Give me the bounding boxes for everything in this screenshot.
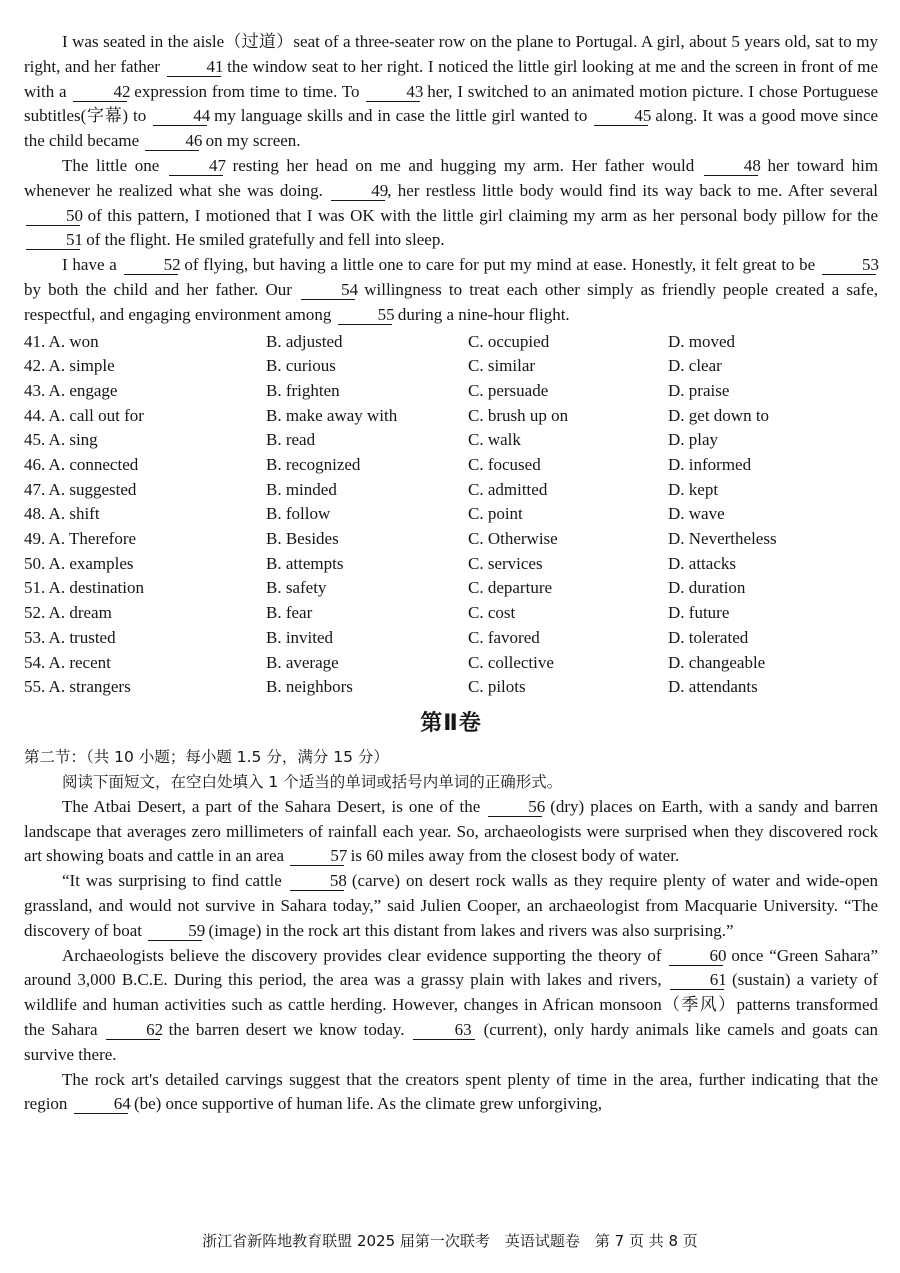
passage-text: during a nine-hour flight. xyxy=(397,304,570,324)
option-d[interactable]: D. get down to xyxy=(668,405,770,425)
option-c[interactable]: C. admitted xyxy=(468,479,548,499)
passage-text: of flying, but having a little one to care for put my mind at ease. Honestly, it felt great to be xyxy=(184,255,816,275)
option-row xyxy=(24,626,878,651)
page-footer: 浙江省新阵地教育联盟 2025 届第一次联考 英语试题卷 第 7 页 共 8 页 xyxy=(202,1232,698,1250)
option-row xyxy=(24,379,878,404)
option-row xyxy=(24,453,878,478)
blank-58[interactable]: 58 xyxy=(290,871,344,891)
option-d[interactable]: D. play xyxy=(668,430,719,450)
passage-text: is 60 miles away from the closest body of water. xyxy=(350,846,680,866)
option-b[interactable]: B. safety xyxy=(266,578,327,598)
passage-text: I was seated in the aisle（过道）seat of a three-seater row on the plane to Portugal. A girl, about 5 years old, sat to my right, and her father xyxy=(24,32,878,76)
blank-53[interactable]: 53 xyxy=(822,255,876,275)
passage-text: on my screen. xyxy=(205,131,301,151)
option-a[interactable]: 48. A. shift xyxy=(24,504,100,524)
passage1-paragraph3 xyxy=(24,253,878,327)
passage-text: (dry) places on Earth, with a sandy and barren landscape that averages zero millimeters of rainfall each year. So, archaeologists were surprised when they discovered rock art showing boats and cattle in an area xyxy=(24,796,879,866)
section2-instruction: 阅读下面短文，在空白处填入 1 个适当的单词或括号内单词的正确形式。 xyxy=(62,772,563,791)
passage2-paragraph2 xyxy=(24,869,878,943)
option-a[interactable]: 44. A. call out for xyxy=(24,405,144,425)
option-a[interactable]: 53. A. trusted xyxy=(24,627,116,647)
option-d[interactable]: D. attendants xyxy=(668,677,758,697)
blank-42[interactable]: 42 xyxy=(73,82,127,102)
blank-48[interactable]: 48 xyxy=(704,156,758,176)
passage1-paragraph2 xyxy=(24,154,878,253)
passage-text: by both the child and her father. Our xyxy=(24,279,292,299)
option-b[interactable]: B. make away with xyxy=(266,405,398,425)
option-c[interactable]: C. departure xyxy=(468,578,553,598)
option-row xyxy=(24,576,878,601)
option-d[interactable]: D. duration xyxy=(668,578,746,598)
blank-59[interactable]: 59 xyxy=(148,921,202,941)
blank-64[interactable]: 64 xyxy=(74,1094,128,1114)
blank-60[interactable]: 60 xyxy=(669,946,723,966)
option-c[interactable]: C. focused xyxy=(468,455,541,474)
passage-text: of this pattern, I motioned that I was OK with the little girl claiming my arm as her personal body pillow for the xyxy=(87,205,878,225)
option-c[interactable]: C. collective xyxy=(468,652,554,672)
option-c[interactable]: C. walk xyxy=(468,430,521,450)
passage-text: The rock art's detailed carvings suggest that the creators spent plenty of time in the area, further indicating that the region xyxy=(24,1069,878,1114)
passage2-paragraph3 xyxy=(24,944,878,1068)
passage-text: (sustain) a variety of wildlife and human activities such as cattle herding. However, changes in African monsoon（季风）patterns transformed the Sahara xyxy=(24,970,878,1040)
option-c[interactable]: C. Otherwise xyxy=(468,529,558,549)
passage2-paragraph1 xyxy=(24,795,878,869)
option-a[interactable]: 47. A. suggested xyxy=(24,479,137,499)
blank-44[interactable]: 44 xyxy=(153,106,207,126)
option-c[interactable]: C. cost xyxy=(468,603,516,623)
option-b[interactable]: B. invited xyxy=(266,627,334,647)
option-d[interactable]: D. moved xyxy=(668,331,736,351)
option-c[interactable]: C. favored xyxy=(468,627,540,647)
option-c[interactable]: C. services xyxy=(468,553,543,573)
option-a[interactable]: 55. A. strangers xyxy=(24,677,131,697)
passage-text: the window seat to her right. I noticed the little girl looking at me and the screen in front of me with a xyxy=(24,56,879,101)
blank-51[interactable]: 51 xyxy=(26,230,80,250)
option-d[interactable]: D. informed xyxy=(668,455,752,474)
option-a[interactable]: 42. A. simple xyxy=(24,356,115,376)
option-d[interactable]: D. changeable xyxy=(668,652,766,672)
passage-text: (image) in the rock art this distant from lakes and rivers was also surprising.” xyxy=(208,920,734,940)
option-a[interactable]: 52. A. dream xyxy=(24,603,112,623)
option-a[interactable]: 41. A. won xyxy=(24,331,99,351)
option-a[interactable]: 45. A. sing xyxy=(24,430,98,450)
section-title: 第Ⅱ卷 xyxy=(420,710,482,736)
blank-62[interactable]: 62 xyxy=(106,1020,160,1040)
option-b[interactable]: B. adjusted xyxy=(266,331,343,351)
option-row xyxy=(24,527,878,552)
passage-text: , her restless little body would find its way back to me. After several xyxy=(387,180,878,200)
passage-text: of the flight. He smiled gratefully and fell into sleep. xyxy=(86,230,445,250)
passage-text: I have a xyxy=(62,255,117,275)
passage-text: expression from time to time. To xyxy=(134,81,360,101)
passage-text: my language skills and in case the little girl wanted to xyxy=(214,106,588,126)
option-b[interactable]: B. minded xyxy=(266,479,337,499)
blank-61[interactable]: 61 xyxy=(670,970,724,990)
option-row xyxy=(24,404,878,429)
option-b[interactable]: B. neighbors xyxy=(266,677,353,697)
blank-52[interactable]: 52 xyxy=(124,255,178,275)
blank-55[interactable]: 55 xyxy=(338,305,392,325)
option-c[interactable]: C. point xyxy=(468,504,523,524)
option-a[interactable]: 54. A. recent xyxy=(24,652,111,672)
option-a[interactable]: 50. A. examples xyxy=(24,553,134,573)
option-d[interactable]: D. future xyxy=(668,603,730,623)
option-b[interactable]: B. average xyxy=(266,652,339,672)
option-d[interactable]: D. kept xyxy=(668,479,719,499)
passage-text: the barren desert we know today. xyxy=(168,1020,405,1040)
option-d[interactable]: D. praise xyxy=(668,380,730,400)
option-row xyxy=(24,502,878,527)
passage-text: Archaeologists believe the discovery provides clear evidence supporting the theory of xyxy=(62,945,662,965)
option-row xyxy=(24,330,878,355)
option-row xyxy=(24,428,878,453)
blank-46[interactable]: 46 xyxy=(145,131,199,151)
option-d[interactable]: D. attacks xyxy=(668,553,736,573)
option-row xyxy=(24,675,878,700)
blank-41[interactable]: 41 xyxy=(167,57,221,77)
passage-text: resting her head on me and hugging my arm. Her father would xyxy=(232,155,695,175)
blank-54[interactable]: 54 xyxy=(301,280,355,300)
passage-text: willingness to treat each other simply as friendly people created a safe, respectful, and engaging environment among xyxy=(24,279,878,324)
option-a[interactable]: 51. A. destination xyxy=(24,578,144,598)
option-d[interactable]: D. Nevertheless xyxy=(668,529,777,549)
passage-text: “It was surprising to find cattle xyxy=(62,871,282,891)
option-d[interactable]: D. tolerated xyxy=(668,627,749,647)
option-c[interactable]: C. brush up on xyxy=(468,405,569,425)
blank-43[interactable]: 43 xyxy=(366,82,420,102)
blank-50[interactable]: 50 xyxy=(26,206,80,226)
passage-text: her toward him whenever he realized what she was doing. xyxy=(24,155,879,200)
passage-text: (be) once supportive of human life. As the climate grew unforgiving, xyxy=(133,1094,602,1114)
blank-49[interactable]: 49 xyxy=(331,181,385,201)
option-row xyxy=(24,478,878,503)
passage-text: along. It was a good move since the child became xyxy=(24,106,879,151)
option-c[interactable]: C. similar xyxy=(468,356,536,376)
passage-text: once “Green Sahara” around 3,000 B.C.E. During this period, the area was a grassy plain with lakes and rivers, xyxy=(24,945,879,990)
passage1-paragraph1 xyxy=(24,30,878,154)
passage-text: (current), only hardy animals like camels and goats can survive there. xyxy=(24,1020,879,1064)
option-row xyxy=(24,552,878,577)
passage2-paragraph4 xyxy=(24,1068,878,1118)
passage-text: The Atbai Desert, a part of the Sahara Desert, is one of the xyxy=(62,796,481,816)
blank-45[interactable]: 45 xyxy=(594,106,648,126)
option-b[interactable]: B. frighten xyxy=(266,380,340,400)
option-b[interactable]: B. attempts xyxy=(266,553,344,573)
passage-text: The little one xyxy=(62,155,160,175)
options-table xyxy=(24,330,878,700)
option-b[interactable]: B. read xyxy=(266,430,316,450)
option-row xyxy=(24,651,878,676)
blank-63[interactable]: 63 xyxy=(413,1020,475,1040)
blank-56[interactable]: 56 xyxy=(488,797,542,817)
option-a[interactable]: 46. A. connected xyxy=(24,455,139,474)
option-d[interactable]: D. wave xyxy=(668,504,725,524)
option-c[interactable]: C. persuade xyxy=(468,380,549,400)
option-d[interactable]: D. clear xyxy=(668,356,722,376)
option-b[interactable]: B. Besides xyxy=(266,529,339,549)
option-b[interactable]: B. fear xyxy=(266,603,313,623)
section2-header: 第二节：（共 10 小题；每小题 1.5 分，满分 15 分） xyxy=(24,747,389,766)
option-c[interactable]: C. pilots xyxy=(468,677,526,697)
option-a[interactable]: 43. A. engage xyxy=(24,380,118,400)
option-b[interactable]: B. follow xyxy=(266,504,331,524)
passage-text: her, I switched to an animated motion picture. I chose Portuguese subtitles(字幕) to xyxy=(24,81,879,126)
option-b[interactable]: B. curious xyxy=(266,356,336,376)
option-c[interactable]: C. occupied xyxy=(468,331,550,351)
option-b[interactable]: B. recognized xyxy=(266,455,361,474)
blank-57[interactable]: 57 xyxy=(290,846,344,866)
blank-47[interactable]: 47 xyxy=(169,156,223,176)
option-a[interactable]: 49. A. Therefore xyxy=(24,529,137,549)
option-row xyxy=(24,601,878,626)
option-row xyxy=(24,354,878,379)
passage-text: (carve) on desert rock walls as they require plenty of water and wide-open grassland, and would not survive in Sahara today,” said Julien Cooper, an archaeologist from Macquarie University. “The discovery of boat xyxy=(24,871,879,940)
